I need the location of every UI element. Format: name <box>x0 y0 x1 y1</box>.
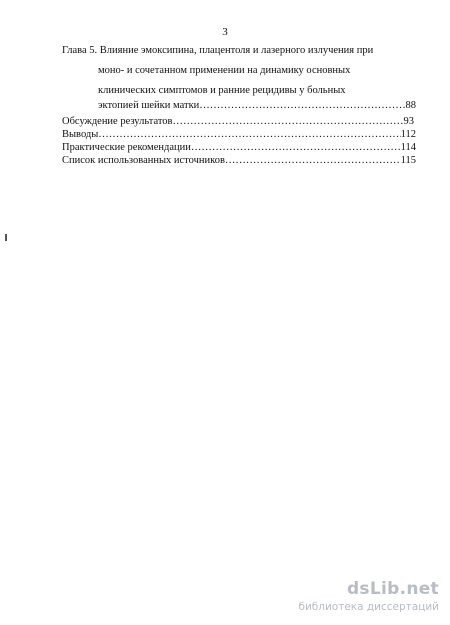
toc-chapter5-line2: моно- и сочетанном применении на динамику основных <box>98 65 351 76</box>
toc-entry-page: 112 <box>400 129 416 140</box>
toc-chapter5-line4 <box>98 99 416 112</box>
toc-entry-discussion <box>62 115 414 128</box>
watermark <box>265 579 445 619</box>
watermark-subtitle: библиотека диссертаций <box>298 601 439 613</box>
page-number: 3 <box>222 26 228 38</box>
toc-entry-references <box>62 154 416 167</box>
toc-entry-page: 115 <box>400 155 416 166</box>
toc-entry-title: Выводы <box>62 129 99 140</box>
toc-entry-title: Практические рекомендации <box>62 142 191 153</box>
scan-mark <box>5 234 7 241</box>
toc-entry-page: 88 <box>405 100 416 111</box>
toc-entry-page: 93 <box>403 116 414 127</box>
dot-leader <box>98 128 400 141</box>
toc-entry-title: Обсуждение результатов <box>62 116 173 127</box>
dot-leader <box>173 115 404 128</box>
toc-chapter5-line3: клинических симптомов и ранние рецидивы у больных <box>98 85 346 96</box>
toc-entry-recommendations <box>62 141 416 154</box>
toc-chapter5-line1: Глава 5. Влияние эмоксипина, плацентоля и лазерного излучения при <box>62 45 374 56</box>
toc-entry-page: 114 <box>400 142 416 153</box>
toc-entry-conclusions <box>62 128 416 141</box>
toc-entry-title: Список использованных источников <box>62 155 225 166</box>
watermark-brand: dsLib.net <box>346 579 439 599</box>
toc-entry-title: эктопией шейки матки <box>98 100 200 111</box>
dot-leader <box>199 99 405 112</box>
dot-leader <box>225 154 401 167</box>
dot-leader <box>191 141 401 154</box>
